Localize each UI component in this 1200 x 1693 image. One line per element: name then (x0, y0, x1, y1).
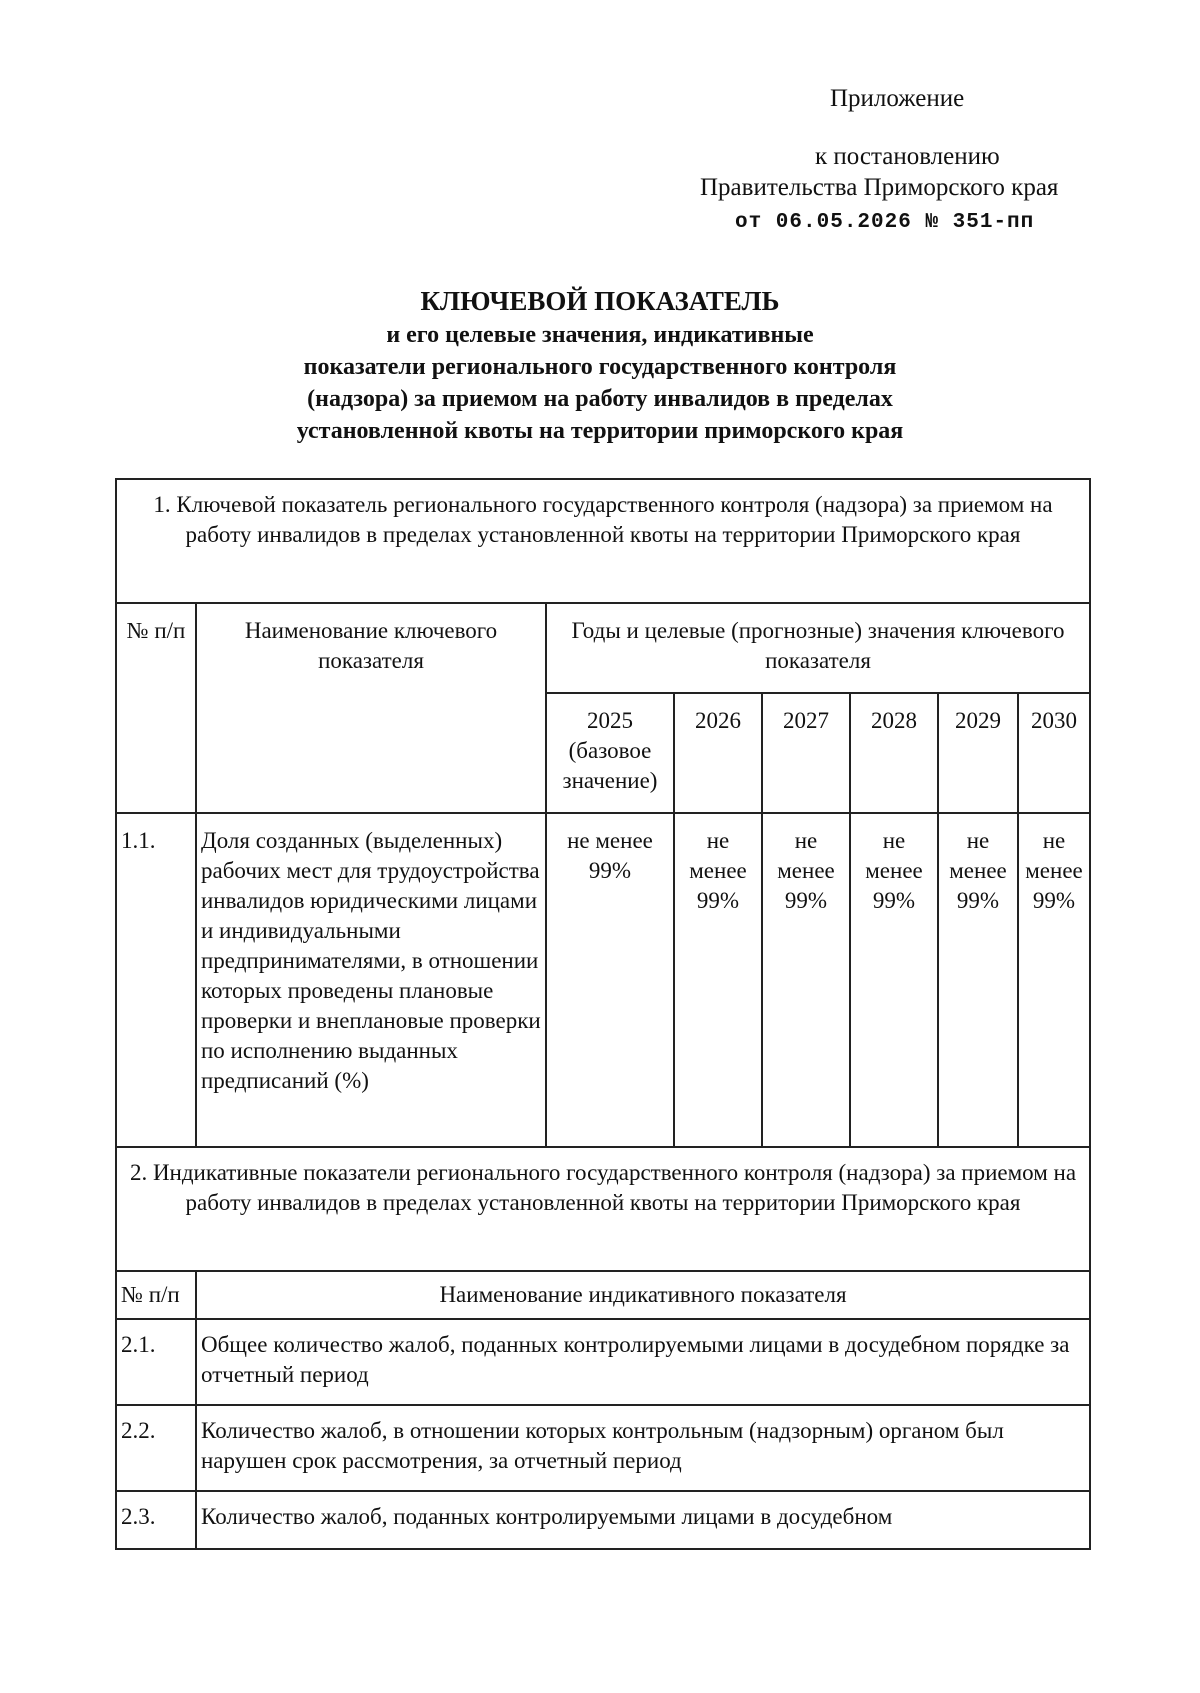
table-row (116, 813, 1090, 1147)
section2-heading: 2. Индикативные показатели регионального государственного контроля (надзора) за приемом на работу инвалидов в пределах установленной квоты на территории Приморского края (116, 1147, 1090, 1271)
year-2025-header: 2025 (базовое значение) (546, 693, 674, 813)
appendix-label: Приложение (830, 85, 965, 112)
value-2027: не менее 99% (762, 813, 850, 1147)
row-number: 2.3. (116, 1491, 196, 1549)
indicator-name: Доля созданных (выделенных) рабочих мест для трудоустройства инвалидов юридическими лицами и индивидуальными предпринимателями, в отношении которых проведены плановые проверки и внеплановые проверки по исполнению выданных предписаний (%) (196, 813, 546, 1147)
value-2026: не менее 99% (674, 813, 762, 1147)
title-line-1: и его целевые значения, индикативные (386, 322, 814, 348)
to-resolution-label: к постановлению (815, 143, 1000, 170)
year-2030-header: 2030 (1018, 693, 1090, 813)
section2-heading-row (116, 1147, 1090, 1271)
section1-col-name-header: Наименование ключевого показателя (196, 603, 546, 813)
section1-heading-row (116, 479, 1090, 603)
table-row (116, 1405, 1090, 1491)
value-2029: не менее 99% (938, 813, 1018, 1147)
section1-col-num-header: № п/п (116, 603, 196, 813)
year-2026-header: 2026 (674, 693, 762, 813)
title-line-2: показатели регионального государственного контроля (303, 354, 897, 380)
title-line-3: (надзора) за приемом на работу инвалидов в пределах (307, 386, 893, 412)
year-2028-header: 2028 (850, 693, 938, 813)
document-title: КЛЮЧЕВОЙ ПОКАЗАТЕЛЬ (420, 286, 780, 316)
year-2027-header: 2027 (762, 693, 850, 813)
section2-col-name-header: Наименование индикативного показателя (196, 1271, 1090, 1319)
indicator-name: Количество жалоб, поданных контролируемыми лицами в досудебном (196, 1491, 1090, 1549)
government-label: Правительства Приморского края (700, 174, 1059, 201)
row-number: 1.1. (116, 813, 196, 1147)
section1-heading: 1. Ключевой показатель регионального государственного контроля (надзора) за приемом на работу инвалидов в пределах установленной квоты на территории Приморского края (116, 479, 1090, 603)
value-2028: не менее 99% (850, 813, 938, 1147)
value-2030: не менее 99% (1018, 813, 1090, 1147)
table-row (116, 1319, 1090, 1405)
indicator-name: Количество жалоб, в отношении которых контрольным (надзорным) органом был нарушен срок рассмотрения, за отчетный период (196, 1405, 1090, 1491)
section1-column-header-row (116, 603, 1090, 693)
indicator-name: Общее количество жалоб, поданных контролируемыми лицами в досудебном порядке за отчетный период (196, 1319, 1090, 1405)
row-number: 2.1. (116, 1319, 196, 1405)
row-number: 2.2. (116, 1405, 196, 1491)
title-line-4: установленной квоты на территории приморского края (296, 418, 904, 444)
document-title-block (0, 285, 1200, 447)
year-2029-header: 2029 (938, 693, 1018, 813)
section2-col-num-header: № п/п (116, 1271, 196, 1319)
resolution-date-number: от 06.05.2026 № 351-пп (735, 211, 1035, 234)
section1-col-years-header: Годы и целевые (прогнозные) значения ключевого показателя (546, 603, 1090, 693)
value-2025: не менее 99% (546, 813, 674, 1147)
indicators-table (115, 478, 1091, 1550)
section2-column-header-row (116, 1271, 1090, 1319)
table-row (116, 1491, 1090, 1549)
